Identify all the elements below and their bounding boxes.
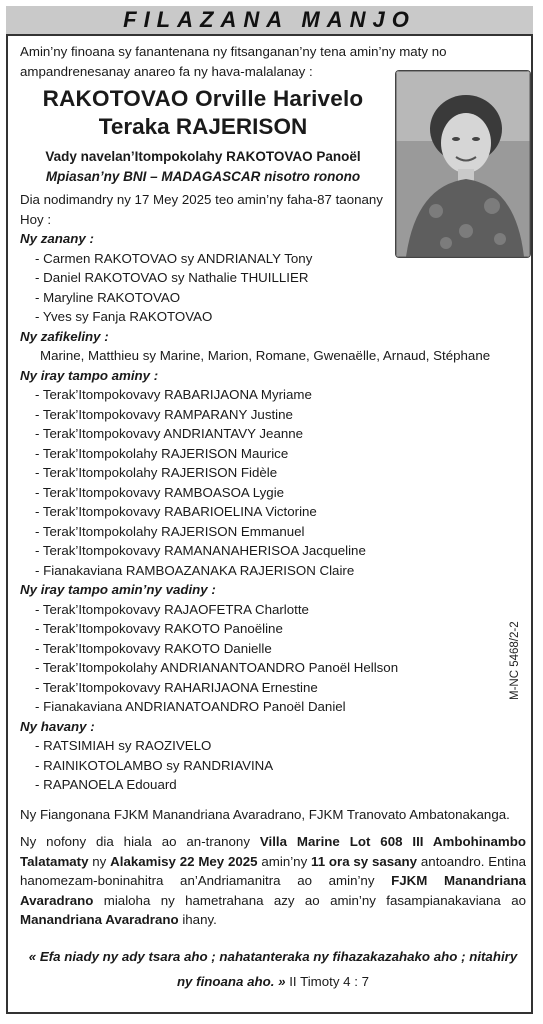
list-item: - RATSIMIAH sy RAOZIVELO: [35, 736, 526, 756]
inlaws-title: Ny iray tampo amin’ny vadiny :: [20, 582, 216, 597]
intro-text: Amin’ny finoana sy fanantenana ny fitsanganan’ny tena amin’ny maty no ampandrenesanay anareo fa ny hava-malalanay :: [20, 44, 447, 79]
siblings-list: [20, 385, 526, 580]
list-item: - Terak’Itompokolahy ANDRIANANTOANDRO Panoël Hellson: [35, 658, 526, 678]
children-list: [20, 249, 526, 327]
children-title: Ny zanany :: [20, 231, 94, 246]
list-item: - Terak’Itompokovavy RAMANANAHERISOA Jacqueline: [35, 541, 526, 561]
grandchildren-names: Marine, Matthieu sy Marine, Marion, Romane, Gwenaëlle, Arnaud, Stéphane: [40, 348, 491, 363]
list-item: - Terak’Itompokovavy RAMBOASOA Lygie: [35, 483, 526, 503]
notice-body: [20, 42, 526, 994]
funeral-text: ny: [88, 853, 111, 869]
list-item: - Terak’Itompokolahy RAJERISON Maurice: [35, 444, 526, 464]
funeral-text: Ny nofony dia hiala ao an-tranony: [20, 834, 260, 849]
grandchildren-title: Ny zafikeliny :: [20, 328, 109, 344]
list-item: - Maryline RAKOTOVAO: [35, 288, 526, 308]
funeral-burial-place: Manandriana Avaradrano: [20, 912, 179, 927]
deceased-name: RAKOTOVAO Orville Harivelo: [42, 86, 364, 111]
funeral-address: Villa Marine Lot 608 III Ambohinambo Talatamaty: [20, 834, 526, 869]
list-item: - Terak’Itompokovavy RABARIJAONA Myriame: [35, 385, 526, 405]
list-item: - Terak’Itompokolahy RAJERISON Emmanuel: [35, 522, 526, 542]
list-item: - Terak’Itompokovavy ANDRIANTAVY Jeanne: [35, 424, 526, 444]
siblings-title: Ny iray tampo aminy :: [20, 367, 159, 383]
funeral-details: [20, 832, 526, 930]
maiden-name: Teraka RAJERISON: [98, 114, 308, 139]
relatives-list: [20, 736, 526, 795]
funeral-time: 11 ora sy sasany: [311, 853, 418, 869]
inlaws-list: [20, 600, 526, 717]
funeral-text: amin’ny: [257, 853, 312, 869]
list-item: - Terak’Itompokovavy RAHARIJAONA Ernestine: [35, 678, 526, 698]
relatives-title: Ny havany :: [20, 718, 95, 734]
funeral-text: mialoha ny hametrahana azy ao amin’ny fasampianakaviana ao: [93, 892, 526, 908]
list-item: - Terak’Itompokovavy RAJAOFETRA Charlotte: [35, 600, 526, 620]
quote-reference: II Timoty 4 : 7: [285, 973, 370, 989]
list-item: - Yves sy Fanja RAKOTOVAO: [35, 307, 526, 327]
notice-header: FILAZANA MANJO: [6, 6, 533, 36]
church-line: Ny Fiangonana FJKM Manandriana Avaradrano, FJKM Tranovato Ambatonakanga.: [20, 806, 510, 822]
quote-text: « Efa niady ny ady tsara aho ; nahatanteraka ny fihazakazahako aho ; nitahiry ny finoana aho. »: [28, 948, 518, 989]
list-item: - Terak’Itompokovavy RABARIOELINA Victorine: [35, 502, 526, 522]
list-item: - RAPANOELA Edouard: [35, 775, 526, 795]
death-notice: Dia nodimandry ny 17 Mey 2025 teo amin’ny faha-87 taonany: [20, 192, 383, 207]
list-item: - Carmen RAKOTOVAO sy ANDRIANALY Tony: [35, 249, 526, 269]
list-item: - Terak’Itompokovavy RAMPARANY Justine: [35, 405, 526, 425]
list-item: - Terak’Itompokovavy RAKOTO Danielle: [35, 639, 526, 659]
bible-quote: [20, 944, 526, 994]
funeral-date: Alakamisy 22 Mey 2025: [110, 853, 258, 869]
list-item: - Fianakaviana ANDRIANATOANDRO Panoël Daniel: [35, 697, 526, 717]
funeral-text: antoandro. Entina hanomezam-boninahitra an’Andriamanitra ao amin’ny: [20, 853, 526, 888]
list-item: - RAINIKOTOLAMBO sy RANDRIAVINA: [35, 756, 526, 776]
list-item: - Daniel RAKOTOVAO sy Nathalie THUILLIER: [35, 268, 526, 288]
hoy-label: Hoy :: [20, 211, 52, 227]
reference-code: M-NC 5468/2-2: [509, 621, 521, 700]
list-item: - Fianakaviana RAMBOAZANAKA RAJERISON Claire: [35, 561, 526, 581]
funeral-church: FJKM Manandriana Avaradrano: [20, 873, 527, 908]
list-item: - Terak’Itompokovavy RAKOTO Panoëline: [35, 619, 526, 639]
list-item: - Terak’Itompokolahy RAJERISON Fidèle: [35, 463, 526, 483]
occupation: Mpiasan’ny BNI – MADAGASCAR nisotro ronono: [45, 168, 361, 184]
widow-of: Vady navelan’Itompokolahy RAKOTOVAO Panoël: [45, 149, 361, 164]
funeral-text: ihany.: [178, 912, 217, 927]
